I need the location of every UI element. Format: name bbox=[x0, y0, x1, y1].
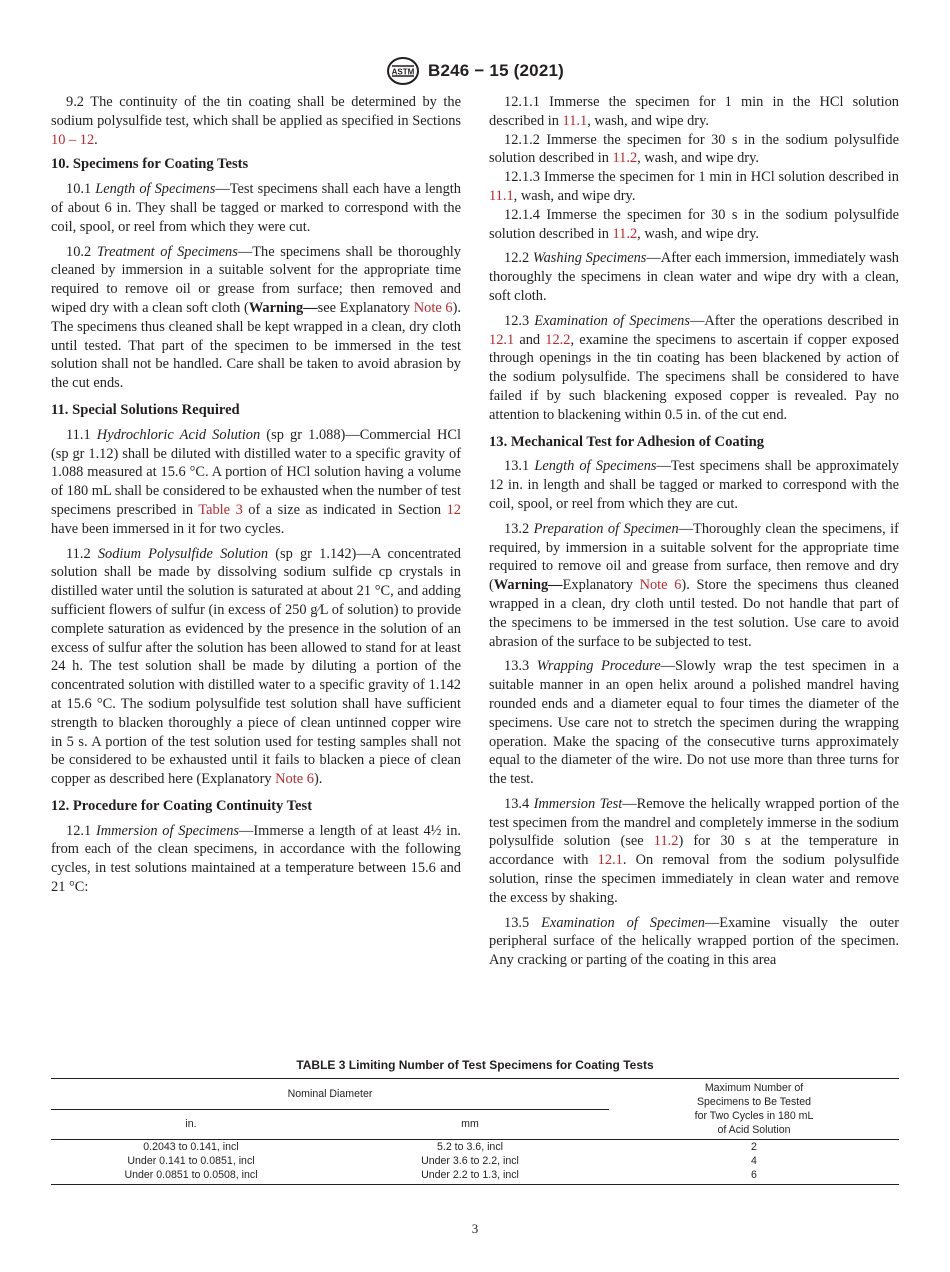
paragraph-13-2: 13.2 Preparation of Specimen—Thoroughly clean the specimens, if required, by immersion in a suitable solvent for the appropriate time required to remove oil and grease from surface, then remove and dry (Warning—Explanatory Note 6). Store the specimens thus cleaned wrapped in a clean, dry cloth until tested. Do not handle that part of the specimens to be immersed in the test solution. Use care to avoid abrasion of the surface to be subjected to test. bbox=[489, 520, 899, 650]
section-11-2-link[interactable]: 11.2 bbox=[612, 225, 638, 242]
paragraph-13-1: 13.1 Length of Specimens—Test specimens shall be approximately 12 in. in length and shall be tagged or marked to correspond with the coil, spool, or reel from which they are cut. bbox=[489, 458, 899, 512]
paragraph-10-2: 10.2 Treatment of Specimens—The specimens shall be thoroughly cleaned by immersion in a suitable solvent for the appropriate time required to remove oil or grease from surface; then removed and wiped dry with a clean soft cloth (Warning—see Explanatory Note 6). The specimens thus cleaned shall be kept wrapped in a clean, dry cloth until tested. That part of the specimen to be immersed in the test solution shall not be handled. Care shall be taken to avoid abrasion by the cut ends. bbox=[51, 243, 462, 392]
section-12-1-link[interactable]: 12.1 bbox=[597, 852, 623, 869]
page-number: 3 bbox=[471, 1221, 479, 1236]
paragraph-12-1-2: 12.1.2 Immerse the specimen for 30 s in the sodium polysulfide solution described in 11.2, wash, and wipe dry. bbox=[489, 131, 899, 167]
section-12-2-link[interactable]: 12.2 bbox=[545, 331, 571, 348]
paragraph-12-1: 12.1 Immersion of Specimens—Immerse a length of at least 4½ in. from each of the clean specimens, in accordance with the following cycles, in test solutions maintained at a temperature between 15.6 and 21 °C: bbox=[51, 822, 461, 896]
left-column bbox=[51, 93, 461, 903]
heading-section-13: 13. Mechanical Test for Adhesion of Coating bbox=[489, 433, 764, 450]
group-header-nominal-diameter: Nominal Diameter bbox=[51, 1079, 609, 1110]
table-row: Under 0.141 to 0.0851, incl Under 3.6 to 2.2, incl 4 bbox=[127, 1155, 757, 1167]
paragraph-13-5: 13.5 Examination of Specimen—Examine visually the outer peripheral surface of the helically wrapped portion of the specimen. Any cracking or parting of the coating in this area bbox=[489, 914, 899, 969]
header-mm: mm bbox=[331, 1109, 609, 1140]
heading-section-12: 12. Procedure for Coating Continuity Test bbox=[51, 797, 313, 814]
heading-section-10: 10. Specimens for Coating Tests bbox=[51, 156, 249, 173]
table-3 bbox=[51, 1058, 899, 1185]
page-header bbox=[0, 56, 950, 91]
right-column bbox=[489, 93, 899, 976]
paragraph-11-2: 11.2 Sodium Polysulfide Solution (sp gr 1.142)—A concentrated solution shall be made by dissolving sodium sulfide cp crystals in distilled water until the solution is saturated at about 21 °C, and adding sufficient flowers of sulfur (in excess of 250 g⁄L of solution) to provide complete saturation as evidenced by the presence in the solution of an excess of sulfur after the solution has been allowed to stand for at least 24 h. The test solution shall be made by diluting a portion of the concentrated solution with distilled water to a specific gravity of 1.142 at 15.6 °C. The sodium polysulfide test solution shall have sufficient strength to blacken thoroughly a piece of clean untinned copper wire in 5 s. A portion of the test solution used for testing samples shall not be considered to be exhausted until it fails to blacken a piece of clean copper as described here (Explanatory Note 6). bbox=[51, 545, 461, 788]
note-6-link[interactable]: Note 6 bbox=[639, 577, 682, 594]
section-12-link[interactable]: 12 bbox=[446, 501, 461, 518]
specimen-limit-table bbox=[51, 1078, 899, 1185]
paragraph-12-1-4: 12.1.4 Immerse the specimen for 30 s in the sodium polysulfide solution described in 11.2, wash, and wipe dry. bbox=[489, 206, 899, 242]
astm-logo-icon bbox=[386, 56, 420, 86]
paragraph-11-1: 11.1 Hydrochloric Acid Solution (sp gr 1.088)—Commercial HCl (sp gr 1.12) shall be diluted with distilled water to a specific gravity of 1.088 measured at 15.6 °C. A portion of HCl solution having a volume of 180 mL shall be considered to be exhausted when the number of test specimens prescribed in Table 3 of a size as indicated in Section 12 have been immersed in it for two cycles. bbox=[51, 426, 461, 537]
paragraph-12-1-1: 12.1.1 Immerse the specimen for 1 min in the HCl solution described in 11.1, wash, and wipe dry. bbox=[489, 94, 899, 129]
section-12-1-link[interactable]: 12.1 bbox=[489, 331, 515, 348]
paragraph-12-1-3: 12.1.3 Immerse the specimen for 1 min in HCl solution described in 11.1, wash, and wipe dry. bbox=[489, 169, 899, 204]
paragraph-13-3: 13.3 Wrapping Procedure—Slowly wrap the test specimen in a suitable manner in an open helix around a polished mandrel having rounded ends and a diameter equal to four times the diameter of the specimens. Use care not to stretch the specimen during the wrapping operation. Make the spacing of the consecutive turns approximately equal to the diameter of the wire. Do not use more than three turns for the test. bbox=[489, 658, 899, 788]
section-11-1-link[interactable]: 11.1 bbox=[489, 187, 514, 204]
section-11-1-link[interactable]: 11.1 bbox=[562, 112, 588, 129]
document-id: B246 − 15 (2021) bbox=[428, 61, 564, 80]
section-11-2-link[interactable]: 11.2 bbox=[612, 150, 638, 167]
paragraph-13-4: 13.4 Immersion Test—Remove the helically wrapped portion of the test specimen from the mandrel and completely immerse in the sodium polysulfide solution (see 11.2) for 30 s at the temperature in accordance with 12.1. On removal from the sodium polysulfide solution, rinse the specimen immediately in clean water and remove the excess by shaking. bbox=[489, 795, 900, 906]
paragraph-9-2: 9.2 The continuity of the tin coating shall be determined by the sodium polysulfide test, which shall be applied as specified in Sections 10 – 12. bbox=[51, 94, 461, 148]
table-row: 0.2043 to 0.141, incl 5.2 to 3.6, incl 2 bbox=[143, 1141, 757, 1153]
section-ref-link[interactable]: 10 – 12 bbox=[51, 131, 95, 148]
note-6-link[interactable]: Note 6 bbox=[413, 299, 453, 316]
header-in: in. bbox=[51, 1109, 331, 1140]
heading-section-11: 11. Special Solutions Required bbox=[51, 401, 240, 418]
section-11-2-link[interactable]: 11.2 bbox=[653, 833, 679, 850]
paragraph-12-3: 12.3 Examination of Specimens—After the operations described in 12.1 and 12.2, examine the specimens to ascertain if copper exposed through openings in the tin coating has been blackened by action of the sodium polysulfide. The specimens shall be considered to have failed if by such blackening exposed copper is revealed. Pay no attention to blackening within 0.5 in. of the cut end. bbox=[489, 312, 899, 423]
note-6-link[interactable]: Note 6 bbox=[275, 771, 314, 788]
paragraph-10-1: 10.1 Length of Specimens—Test specimens shall each have a length of about 6 in. They shall be tagged or marked to correspond with the coil, spool, or reel from which they were cut. bbox=[51, 181, 462, 235]
table-3-link[interactable]: Table 3 bbox=[198, 501, 243, 518]
table-row: Under 0.0851 to 0.0508, incl Under 2.2 to 1.3, incl 6 bbox=[51, 1168, 899, 1185]
table-title: TABLE 3 Limiting Number of Test Specimens for Coating Tests bbox=[296, 1058, 654, 1072]
paragraph-12-2: 12.2 Washing Specimens—After each immersion, immediately wash thoroughly the specimens in clean water and wipe dry with a clean, soft cloth. bbox=[489, 250, 899, 304]
logo-text: ASTM bbox=[391, 67, 415, 77]
header-max-specimens: Maximum Number of Specimens to Be Tested for Two Cycles in 180 mL of Acid Solution bbox=[609, 1079, 899, 1140]
